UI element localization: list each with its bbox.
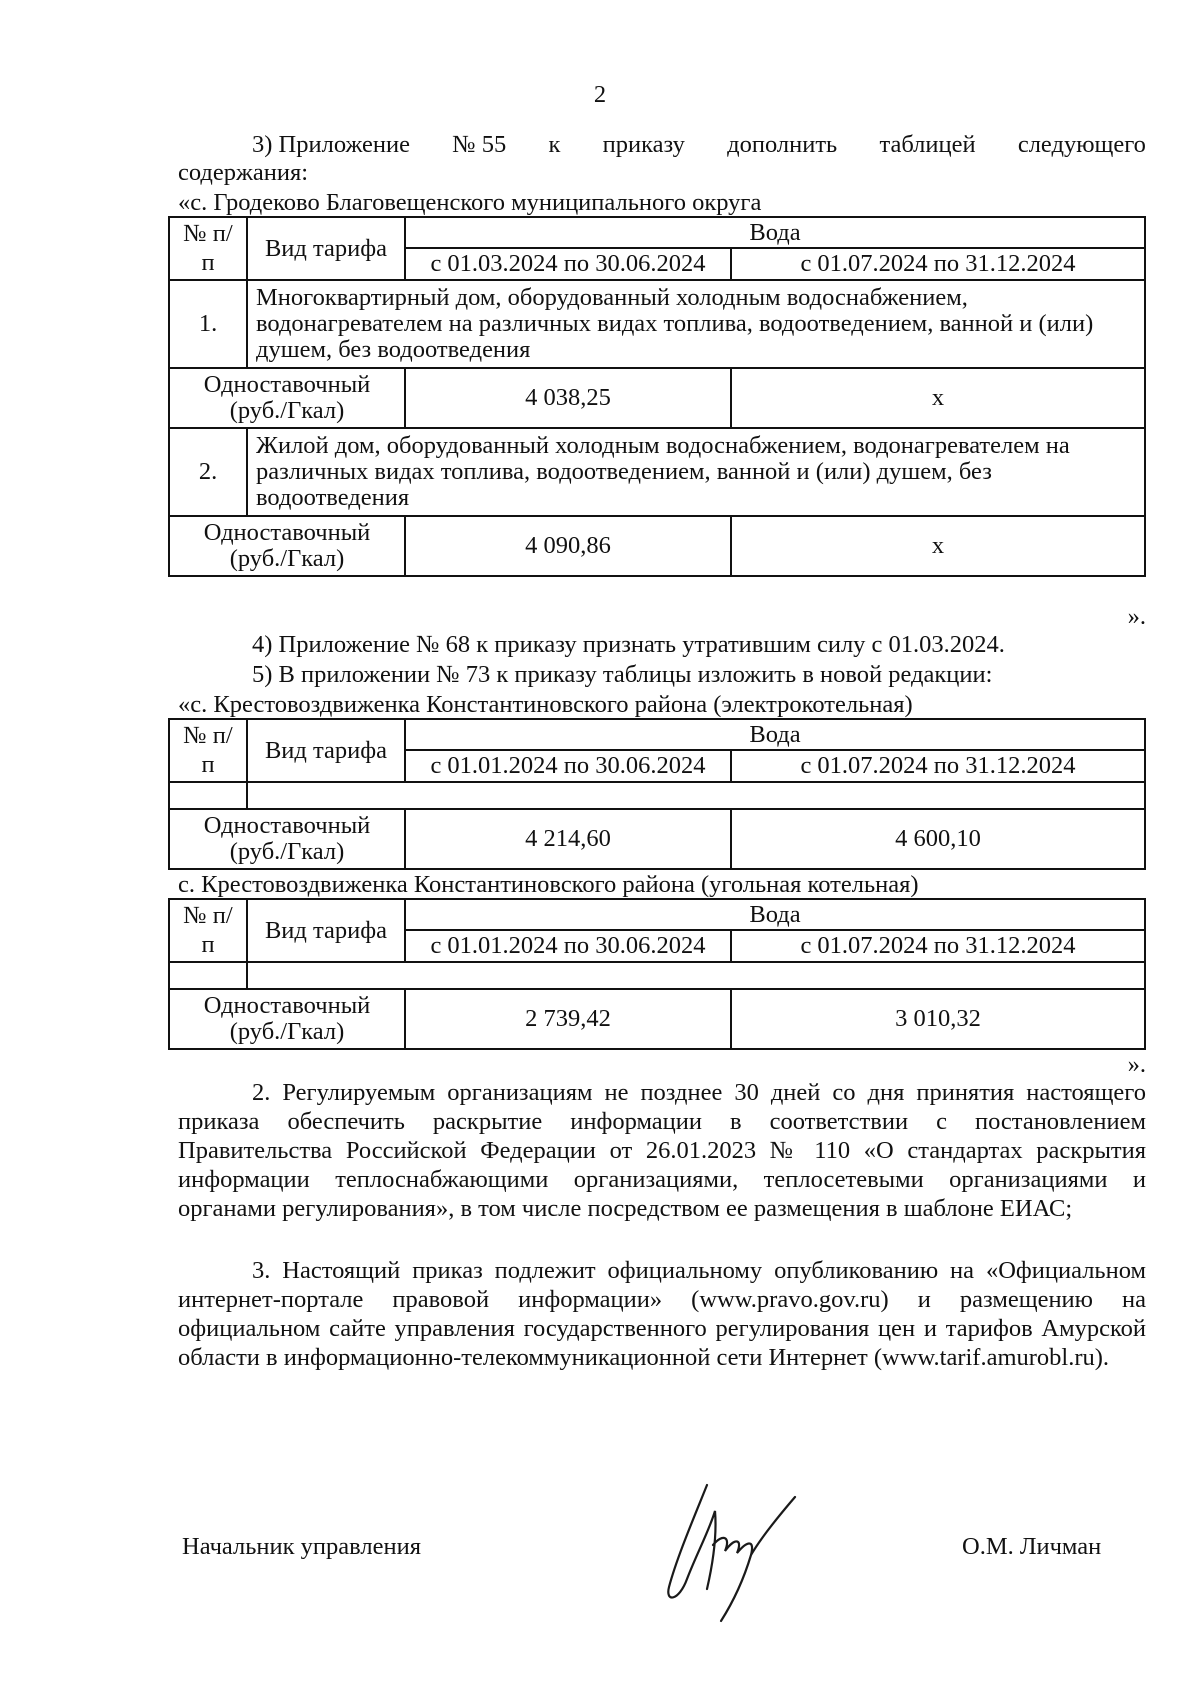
table-row	[169, 428, 1145, 516]
item3-word: 3) Приложение	[252, 131, 411, 158]
header-water: Вода	[405, 719, 1145, 750]
tariff-value-1: 4 090,86	[405, 516, 731, 576]
point-2: 2. Регулируемым организациям не позднее 30 дней со дня принятия настоящего приказа обеспечить раскрытие информации в соответствии с постановлением Правительства Российской Федерации от 26.01.2023 № 110 «О стандартах раскрытия информации теплоснабжающими организациями, теплосетевыми организациями и органами регулирования», в том числе посредством ее размещения в шаблоне ЕИАС;	[178, 1079, 1146, 1222]
page-number: 2	[593, 81, 607, 108]
item3-word: следующего	[1017, 131, 1146, 158]
header-period-2: с 01.07.2024 по 31.12.2024	[731, 750, 1145, 781]
row-description: Многоквартирный дом, оборудованный холодным водоснабжением, водонагревателем на различных видах топлива, водоотведением, ванной и (или) душем, без водоотведения	[247, 280, 1145, 368]
tariff-value-1: 4 038,25	[405, 368, 731, 428]
closing-quote-2: ».	[1127, 1051, 1146, 1078]
tariff-label: Одноставочный (руб./Гкал)	[169, 368, 405, 428]
row-number: 1.	[169, 280, 247, 368]
tariff-value-1: 4 214,60	[405, 809, 731, 869]
empty-cell	[169, 962, 247, 989]
table-row	[169, 368, 1145, 428]
tariff-value-2: х	[731, 368, 1145, 428]
item3-word: к	[548, 131, 561, 158]
header-tariff-type: Вид тарифа	[247, 217, 405, 280]
table-row-empty	[169, 962, 1145, 989]
header-no: № п/п	[169, 899, 247, 962]
point-3: 3. Настоящий приказ подлежит официальному опубликованию на «Официальном интернет-портале правовой информации» (www.pravo.gov.ru) и размещению на официальном сайте управления государственного регулирования цен и тарифов Амурской области в информационно-телекоммуникационной сети Интернет (www.tarif.amurobl.ru).	[178, 1257, 1146, 1371]
tariff-table-3	[168, 898, 1146, 1050]
header-period-2: с 01.07.2024 по 31.12.2024	[731, 248, 1145, 279]
table-row-empty	[169, 782, 1145, 809]
header-no: № п/п	[169, 217, 247, 280]
tariff-value-2: 3 010,32	[731, 989, 1145, 1049]
empty-cell	[247, 782, 1145, 809]
table3-caption: с. Крестовоздвиженка Константиновского района (угольная котельная)	[178, 871, 919, 898]
item3-line2: содержания:	[178, 159, 309, 186]
header-water: Вода	[405, 217, 1145, 248]
item3-word: приказу	[602, 131, 685, 158]
closing-quote-1: ».	[1127, 603, 1146, 630]
signatory-position: Начальник управления	[182, 1533, 421, 1560]
item3-word: таблицей	[879, 131, 976, 158]
tariff-table-1	[168, 216, 1146, 577]
header-tariff-type: Вид тарифа	[247, 719, 405, 782]
table-row	[169, 809, 1145, 869]
tariff-value-2: 4 600,10	[731, 809, 1145, 869]
empty-cell	[169, 782, 247, 809]
tariff-table-2	[168, 718, 1146, 870]
header-period-1: с 01.01.2024 по 30.06.2024	[405, 930, 731, 961]
row-description: Жилой дом, оборудованный холодным водоснабжением, водонагревателем на различных видах топлива, водоотведением, ванной и (или) душем, без водоотведения	[247, 428, 1145, 516]
table-row	[169, 280, 1145, 368]
tariff-label: Одноставочный (руб./Гкал)	[169, 989, 405, 1049]
empty-cell	[247, 962, 1145, 989]
row-number: 2.	[169, 428, 247, 516]
signature-image	[655, 1475, 815, 1632]
header-period-1: с 01.01.2024 по 30.06.2024	[405, 750, 731, 781]
item4: 4) Приложение № 68 к приказу признать утратившим силу с 01.03.2024.	[252, 631, 1005, 658]
header-no: № п/п	[169, 719, 247, 782]
table-row	[169, 989, 1145, 1049]
table2-caption: «с. Крестовоздвиженка Константиновского района (электрокотельная)	[178, 691, 913, 718]
header-period-1: с 01.03.2024 по 30.06.2024	[405, 248, 731, 279]
item3-line1	[252, 130, 1146, 159]
tariff-value-2: х	[731, 516, 1145, 576]
item5: 5) В приложении № 73 к приказу таблицы изложить в новой редакции:	[252, 661, 993, 688]
tariff-value-1: 2 739,42	[405, 989, 731, 1049]
item3-word: № 55	[452, 131, 507, 158]
tariff-label: Одноставочный (руб./Гкал)	[169, 516, 405, 576]
item3-word: дополнить	[727, 131, 838, 158]
header-tariff-type: Вид тарифа	[247, 899, 405, 962]
signatory-name: О.М. Личман	[962, 1533, 1102, 1560]
table-row	[169, 516, 1145, 576]
tariff-label: Одноставочный (руб./Гкал)	[169, 809, 405, 869]
table1-caption: «с. Гродеково Благовещенского муниципального округа	[178, 189, 762, 216]
header-water: Вода	[405, 899, 1145, 930]
header-period-2: с 01.07.2024 по 31.12.2024	[731, 930, 1145, 961]
